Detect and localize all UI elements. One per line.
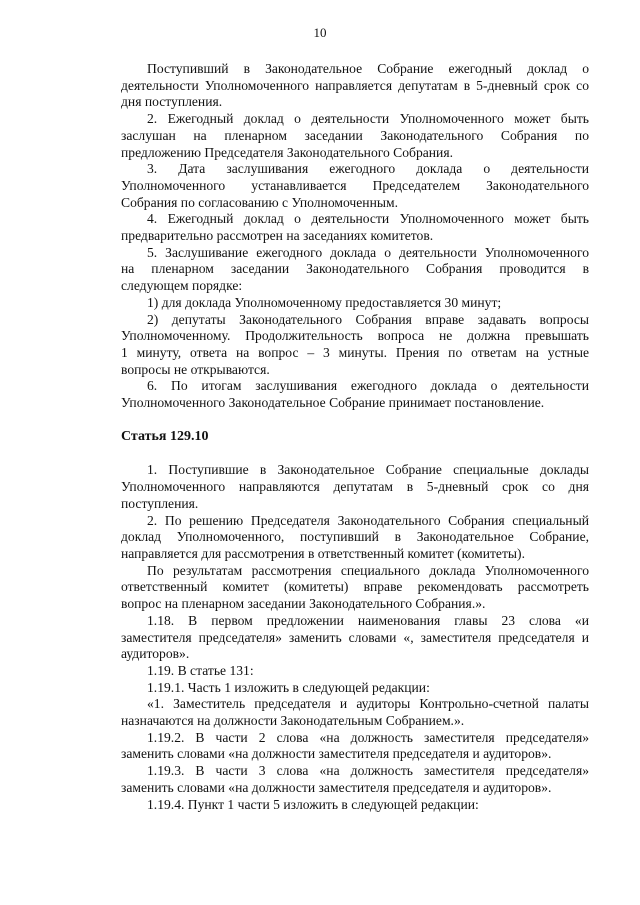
text-line: заменить словами «на должности заместителя председателя и аудиторов». <box>121 779 552 795</box>
page-number: 10 <box>313 25 327 40</box>
text-line: назначаются на должности Законодательным Собранием.». <box>121 713 465 729</box>
text-line: 1 минуту, ответа на вопрос – 3 минуты. Прения по ответам на устные <box>121 344 589 360</box>
text-line: 1.19.3. В части 3 слова «на должность заместителя председателя» <box>147 763 589 779</box>
text-line: 2. По решению Председателя Законодательного Собрания специальный <box>147 512 589 528</box>
text-line: Уполномоченному. Продолжительность вопроса не должна превышать <box>121 328 589 344</box>
text-line: вопрос на пленарном заседании Законодательного Собрания.». <box>121 596 486 612</box>
text-line: заменить словами «на должности заместителя председателя и аудиторов». <box>121 746 552 762</box>
text-line: следующем порядке: <box>121 278 243 294</box>
text-line: Уполномоченного Законодательное Собрание принимает постановление. <box>121 395 545 411</box>
text-line: 5. Заслушивание ежегодного доклада о деятельности Уполномоченного <box>147 244 589 260</box>
text-line: 3. Дата заслушивания ежегодного доклада о деятельности <box>147 161 589 177</box>
text-line: 1.19.1. Часть 1 изложить в следующей редакции: <box>147 679 430 695</box>
text-line: ответственный комитет (комитеты) вправе рекомендовать рассмотреть <box>121 579 589 595</box>
text-line: 1) для доклада Уполномоченному предоставляется 30 минут; <box>147 294 502 310</box>
text-line: Поступивший в Законодательное Собрание ежегодный доклад о <box>147 61 589 76</box>
text-line: 1.19. В статье 131: <box>147 662 254 678</box>
text-line: «1. Заместитель председателя и аудиторы Контрольно-счетной палаты <box>147 696 589 712</box>
text-line: направляется для рассмотрения в ответственный комитет (комитеты). <box>121 545 525 561</box>
text-line: 1. Поступившие в Законодательное Собрание специальные доклады <box>147 462 589 478</box>
text-line: доклад Уполномоченного, поступивший в Законодательное Собрание, <box>121 529 589 545</box>
text-line: 1.19.2. В части 2 слова «на должность заместителя председателя» <box>147 729 589 745</box>
text-line: 2) депутаты Законодательного Собрания вправе задавать вопросы <box>147 311 589 327</box>
text-line: поступления. <box>121 495 199 511</box>
text-line: предложению Председателя Законодательного Собрания. <box>121 144 453 160</box>
text-line: Уполномоченного направляются депутатам в 5-дневный срок со дня <box>121 479 589 495</box>
body-text <box>121 61 589 813</box>
text-line: предварительно рассмотрен на заседаниях комитетов. <box>121 228 434 244</box>
text-line: на пленарном заседании Законодательного Собрания проводится в <box>121 261 589 277</box>
text-line: деятельности Уполномоченного направляется депутатам в 5-дневный срок со <box>121 77 589 93</box>
text-line: 1.18. В первом предложении наименования главы 23 слова «и <box>147 612 589 628</box>
text-line: 1.19.4. Пункт 1 части 5 изложить в следующей редакции: <box>147 796 479 812</box>
text-line: По результатам рассмотрения специального доклада Уполномоченного <box>147 562 589 578</box>
text-line: 6. По итогам заслушивания ежегодного доклада о деятельности <box>147 378 589 394</box>
text-line: дня поступления. <box>121 94 223 110</box>
text-line: 4. Ежегодный доклад о деятельности Уполномоченного может быть <box>147 211 589 227</box>
text-line: аудиторов». <box>121 646 190 662</box>
text-line: Уполномоченного устанавливается Председателем Законодательного <box>121 177 589 193</box>
text-line: Собрания по согласованию с Уполномоченным. <box>121 194 398 210</box>
text-line: заслушан на пленарном заседании Законодательного Собрания по <box>121 127 589 143</box>
text-line: 2. Ежегодный доклад о деятельности Уполномоченного может быть <box>147 111 589 127</box>
text-line: заместителя председателя» заменить словами «, заместителя председателя и <box>121 629 589 645</box>
text-line: вопросы не открываются. <box>121 361 270 377</box>
article-heading: Статья 129.10 <box>121 428 209 444</box>
